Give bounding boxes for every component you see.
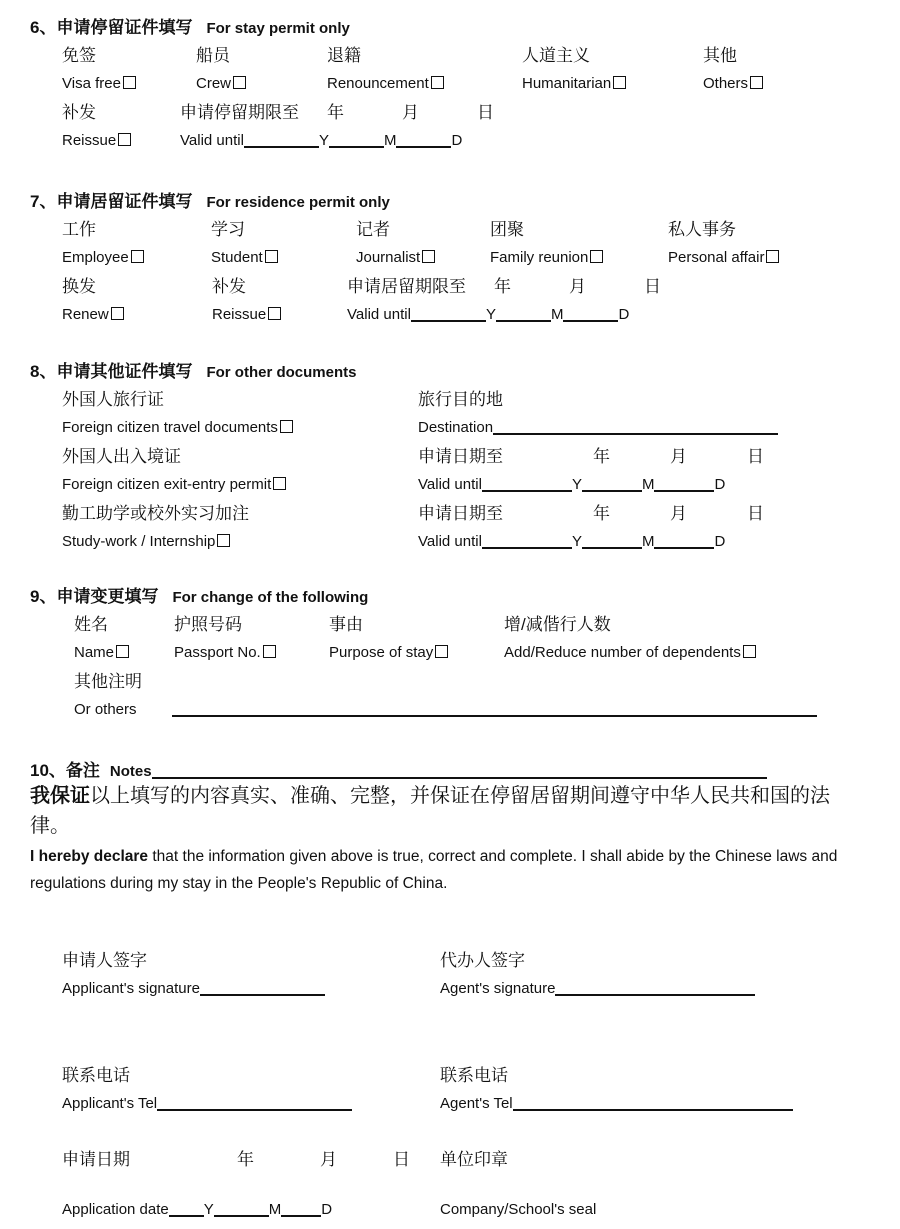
option-employee-label-zh: 工作 xyxy=(62,220,96,239)
s8r2-year-zh: 年 xyxy=(593,447,610,466)
section10-title-zh: 备注 xyxy=(65,761,100,780)
application-date-year-field[interactable] xyxy=(169,1202,204,1217)
s8r2-year-en: Y xyxy=(571,476,582,493)
declaration-en xyxy=(30,843,878,897)
option-renouncement-label-zh: 退籍 xyxy=(327,46,361,65)
application-date-label-zh: 申请日期 xyxy=(62,1150,130,1169)
personal-affair-checkbox[interactable] xyxy=(766,250,779,263)
section9-title-en: For change of the following xyxy=(172,589,369,606)
reissue-s6-checkbox[interactable] xyxy=(118,133,131,146)
s8r2-validity-label-zh: 申请日期至 xyxy=(418,447,503,466)
option-student-label-zh: 学习 xyxy=(211,220,245,239)
option-family-reunion xyxy=(490,215,668,272)
s6-month-zh: 月 xyxy=(402,103,419,122)
section7-header xyxy=(30,188,860,215)
option-dependents xyxy=(504,610,756,667)
option-humanitarian xyxy=(522,41,703,98)
date-month-en: M xyxy=(268,1201,282,1218)
notes-field[interactable] xyxy=(152,764,767,779)
s7-valid-day-field[interactable] xyxy=(563,307,618,322)
s8r3-year-en: Y xyxy=(571,533,582,550)
study-work-label-zh: 勤工助学或校外实习加注 xyxy=(62,504,249,523)
applicant-signature-label-zh: 申请人签字 xyxy=(62,951,147,970)
section8-row3 xyxy=(62,499,860,556)
option-humanitarian-label-zh: 人道主义 xyxy=(522,46,590,65)
section7-title-zh: 申请居留证件填写 xyxy=(56,192,193,211)
option-purpose-label-en: Purpose of stay xyxy=(329,644,434,661)
dependents-checkbox[interactable] xyxy=(743,645,756,658)
s8r3-day-zh: 日 xyxy=(747,504,764,523)
option-renew-label-zh: 换发 xyxy=(62,277,96,296)
option-passport-no xyxy=(174,610,329,667)
option-passport-label-en: Passport No. xyxy=(174,644,261,661)
s8r2-validity-block xyxy=(418,442,764,499)
option-student xyxy=(211,215,356,272)
option-renouncement-label-en: Renouncement xyxy=(327,75,429,92)
applicant-signature-block xyxy=(62,946,440,1003)
s6-valid-year-field[interactable] xyxy=(244,133,319,148)
study-work-option xyxy=(62,499,418,556)
s8r3-valid-day-field[interactable] xyxy=(654,534,714,549)
option-visa-free-label-zh: 免签 xyxy=(62,46,96,65)
section6-title-zh: 申请停留证件填写 xyxy=(56,18,193,37)
section7-title-en: For residence permit only xyxy=(206,194,390,211)
option-employee xyxy=(62,215,211,272)
option-personal-affair xyxy=(668,215,779,272)
s8r3-valid-year-field[interactable] xyxy=(482,534,572,549)
option-employee-label-en: Employee xyxy=(62,249,129,266)
option-family-reunion-label-zh: 团聚 xyxy=(490,220,524,239)
section9-title-zh: 申请变更填写 xyxy=(56,587,159,606)
declaration-en-bold: I hereby declare xyxy=(30,848,149,865)
date-month-zh: 月 xyxy=(320,1150,337,1169)
section10-title-en: Notes xyxy=(109,763,152,780)
exit-entry-permit-label-en: Foreign citizen exit-entry permit xyxy=(62,476,272,493)
travel-document-label-zh: 外国人旅行证 xyxy=(62,390,164,409)
s8r3-valid-month-field[interactable] xyxy=(582,534,642,549)
others-note-field[interactable] xyxy=(172,702,817,717)
s7-valid-year-field[interactable] xyxy=(411,307,486,322)
option-personal-affair-label-en: Personal affair xyxy=(668,249,765,266)
declaration-zh-rest: 以上填写的内容真实、准确、完整，并保证在停留居留期间遵守中华人民共和国的法律。 xyxy=(30,785,830,837)
destination-block xyxy=(418,385,778,442)
section10-number: 10、 xyxy=(30,761,66,780)
s8r3-validity-label-zh: 申请日期至 xyxy=(418,504,503,523)
s7-month-zh: 月 xyxy=(569,277,586,296)
humanitarian-checkbox[interactable] xyxy=(613,76,626,89)
section8-row1 xyxy=(62,385,860,442)
section6-number: 6、 xyxy=(30,18,57,37)
option-renew xyxy=(62,272,212,329)
section9-options-row xyxy=(74,610,860,667)
section9-header xyxy=(30,583,860,610)
s7-day-en: D xyxy=(618,306,630,323)
date-seal-row xyxy=(62,1145,860,1224)
option-purpose-of-stay xyxy=(329,610,504,667)
travel-document-checkbox[interactable] xyxy=(280,420,293,433)
s8r3-year-zh: 年 xyxy=(593,504,610,523)
travel-document-label-en: Foreign citizen travel documents xyxy=(62,419,278,436)
student-checkbox[interactable] xyxy=(265,250,278,263)
option-crew-label-en: Crew xyxy=(196,75,232,92)
option-renew-label-en: Renew xyxy=(62,306,109,323)
others-note-label-zh: 其他注明 xyxy=(74,672,142,691)
section7-number: 7、 xyxy=(30,192,57,211)
application-date-day-field[interactable] xyxy=(281,1202,321,1217)
agent-tel-block xyxy=(440,1061,793,1118)
option-journalist xyxy=(356,215,490,272)
option-dependents-label-en: Add/Reduce number of dependents xyxy=(504,644,741,661)
s8r2-valid-year-field[interactable] xyxy=(482,477,572,492)
s7-validity-zh-row xyxy=(347,272,661,301)
declaration-zh-bold: 我保证 xyxy=(30,785,90,807)
option-others-label-zh: 其他 xyxy=(703,46,737,65)
passport-no-checkbox[interactable] xyxy=(263,645,276,658)
option-name-label-en: Name xyxy=(74,644,115,661)
signature-row xyxy=(62,946,860,1003)
declaration-en-rest: that the information given above is true, correct and complete. I shall abide by the Chinese laws and regulations during my stay in the People's Republic of China. xyxy=(30,848,838,892)
study-work-checkbox[interactable] xyxy=(217,534,230,547)
applicant-tel-block xyxy=(62,1061,440,1118)
option-student-label-en: Student xyxy=(211,249,263,266)
renouncement-checkbox[interactable] xyxy=(431,76,444,89)
option-visa-free-label-en: Visa free xyxy=(62,75,121,92)
option-reissue-s6 xyxy=(62,98,180,155)
seal-label-en: Company/School's seal xyxy=(440,1201,597,1218)
application-date-zh-row xyxy=(62,1145,440,1174)
s8r3-validity-zh-row xyxy=(418,499,764,528)
s8r2-valid-day-field[interactable] xyxy=(654,477,714,492)
s7-valid-month-field[interactable] xyxy=(496,307,551,322)
section8-number: 8、 xyxy=(30,362,57,381)
family-reunion-checkbox[interactable] xyxy=(590,250,603,263)
option-dependents-label-zh: 增/减偕行人数 xyxy=(504,615,611,634)
section6-options-row xyxy=(62,41,860,98)
section6-header xyxy=(30,14,860,41)
s8r3-month-zh: 月 xyxy=(670,504,687,523)
applicant-signature-label-en: Applicant's signature xyxy=(62,980,200,997)
section8-title-zh: 申请其他证件填写 xyxy=(56,362,193,381)
s8r3-validity-label-en: Valid until xyxy=(418,533,482,550)
s8r3-month-en: M xyxy=(641,533,655,550)
s7-year-zh: 年 xyxy=(494,277,511,296)
agent-tel-label-zh: 联系电话 xyxy=(440,1066,508,1085)
option-passport-label-zh: 护照号码 xyxy=(174,615,242,634)
s7-validity-en-row xyxy=(347,301,661,329)
section7-options-row xyxy=(62,215,860,272)
section7-renew-validity-row xyxy=(62,272,860,329)
s8r2-valid-month-field[interactable] xyxy=(582,477,642,492)
s8r2-month-zh: 月 xyxy=(670,447,687,466)
purpose-of-stay-checkbox[interactable] xyxy=(435,645,448,658)
s6-valid-month-field[interactable] xyxy=(329,133,384,148)
employee-checkbox[interactable] xyxy=(131,250,144,263)
s6-validity-zh-row xyxy=(180,98,494,127)
s7-validity-label-en: Valid until xyxy=(347,306,411,323)
s8r2-day-zh: 日 xyxy=(747,447,764,466)
others-checkbox[interactable] xyxy=(750,76,763,89)
date-day-en: D xyxy=(321,1201,333,1218)
section6-title-en: For stay permit only xyxy=(206,20,350,37)
applicant-tel-field[interactable] xyxy=(157,1096,352,1111)
section8-title-en: For other documents xyxy=(206,364,357,381)
s6-month-en: M xyxy=(383,132,397,149)
s8r3-validity-en-row xyxy=(418,528,764,556)
section6-reissue-validity-row xyxy=(62,98,860,155)
section8-row2 xyxy=(62,442,860,499)
journalist-checkbox[interactable] xyxy=(422,250,435,263)
option-reissue-label-zh: 补发 xyxy=(62,103,96,122)
name-change-checkbox[interactable] xyxy=(116,645,129,658)
option-others-label-en: Others xyxy=(703,75,749,92)
exit-entry-permit-label-zh: 外国人出入境证 xyxy=(62,447,181,466)
option-name-change xyxy=(74,610,174,667)
s8r2-day-en: D xyxy=(714,476,726,493)
option-reissue-s7-label-zh: 补发 xyxy=(212,277,246,296)
exit-entry-permit-option xyxy=(62,442,418,499)
others-note-label-en: Or others xyxy=(74,701,137,718)
option-reissue-s7 xyxy=(212,272,347,329)
s8r3-validity-block xyxy=(418,499,764,556)
section8-header xyxy=(30,358,860,385)
s6-day-en: D xyxy=(451,132,463,149)
seal-label-zh: 单位印章 xyxy=(440,1150,508,1169)
s8r3-day-en: D xyxy=(714,533,726,550)
crew-checkbox[interactable] xyxy=(233,76,246,89)
option-journalist-label-zh: 记者 xyxy=(356,220,390,239)
option-personal-affair-label-zh: 私人事务 xyxy=(668,220,736,239)
option-reissue-s7-label-en: Reissue xyxy=(212,306,267,323)
travel-document-option xyxy=(62,385,418,442)
s7-month-en: M xyxy=(550,306,564,323)
agent-signature-field[interactable] xyxy=(555,981,755,996)
s6-year-en: Y xyxy=(318,132,329,149)
agent-tel-label-en: Agent's Tel xyxy=(440,1095,513,1112)
date-year-en: Y xyxy=(203,1201,214,1218)
date-year-zh: 年 xyxy=(237,1150,254,1169)
s7-validity-block xyxy=(347,272,661,329)
application-date-block xyxy=(62,1145,440,1224)
visa-free-checkbox[interactable] xyxy=(123,76,136,89)
s6-validity-label-en: Valid until xyxy=(180,132,244,149)
reissue-s7-checkbox[interactable] xyxy=(268,307,281,320)
s8r2-month-en: M xyxy=(641,476,655,493)
s8r2-validity-zh-row xyxy=(418,442,764,471)
s6-year-zh: 年 xyxy=(327,103,344,122)
option-purpose-label-zh: 事由 xyxy=(329,615,363,634)
option-humanitarian-label-en: Humanitarian xyxy=(522,75,612,92)
s7-validity-label-zh: 申请居留期限至 xyxy=(347,277,466,296)
application-date-month-field[interactable] xyxy=(214,1202,269,1217)
option-crew-label-zh: 船员 xyxy=(196,46,230,65)
applicant-tel-label-zh: 联系电话 xyxy=(62,1066,130,1085)
option-visa-free xyxy=(62,41,196,98)
section10-notes-line xyxy=(30,756,860,781)
applicant-signature-field[interactable] xyxy=(200,981,325,996)
telephone-row xyxy=(62,1061,860,1118)
s6-valid-day-field[interactable] xyxy=(396,133,451,148)
application-date-en-row xyxy=(62,1196,440,1224)
declaration-zh xyxy=(30,781,860,841)
s6-validity-en-row xyxy=(180,127,494,155)
agent-signature-block xyxy=(440,946,755,1003)
applicant-tel-label-en: Applicant's Tel xyxy=(62,1095,158,1112)
destination-label-en: Destination xyxy=(418,419,494,436)
s8r2-validity-label-en: Valid until xyxy=(418,476,482,493)
date-day-zh: 日 xyxy=(393,1150,410,1169)
destination-label-zh: 旅行目的地 xyxy=(418,390,503,409)
option-family-reunion-label-en: Family reunion xyxy=(490,249,589,266)
application-date-label-en: Application date xyxy=(62,1201,169,1218)
agent-tel-field[interactable] xyxy=(513,1096,793,1111)
option-name-label-zh: 姓名 xyxy=(74,615,108,634)
section9-others-block xyxy=(74,667,860,724)
option-journalist-label-en: Journalist xyxy=(356,249,421,266)
study-work-label-en: Study-work / Internship xyxy=(62,533,216,550)
s7-year-en: Y xyxy=(485,306,496,323)
s8r2-validity-en-row xyxy=(418,471,764,499)
agent-signature-label-zh: 代办人签字 xyxy=(440,951,525,970)
s6-validity-label-zh: 申请停留期限至 xyxy=(180,103,299,122)
section9-number: 9、 xyxy=(30,587,57,606)
exit-entry-permit-checkbox[interactable] xyxy=(273,477,286,490)
s7-day-zh: 日 xyxy=(644,277,661,296)
s6-validity-block xyxy=(180,98,494,155)
s6-day-zh: 日 xyxy=(477,103,494,122)
seal-block xyxy=(440,1145,596,1224)
option-reissue-label-en: Reissue xyxy=(62,132,117,149)
option-renouncement xyxy=(327,41,522,98)
agent-signature-label-en: Agent's signature xyxy=(440,980,556,997)
destination-field[interactable] xyxy=(493,420,778,435)
renew-checkbox[interactable] xyxy=(111,307,124,320)
option-crew xyxy=(196,41,327,98)
option-others xyxy=(703,41,763,98)
